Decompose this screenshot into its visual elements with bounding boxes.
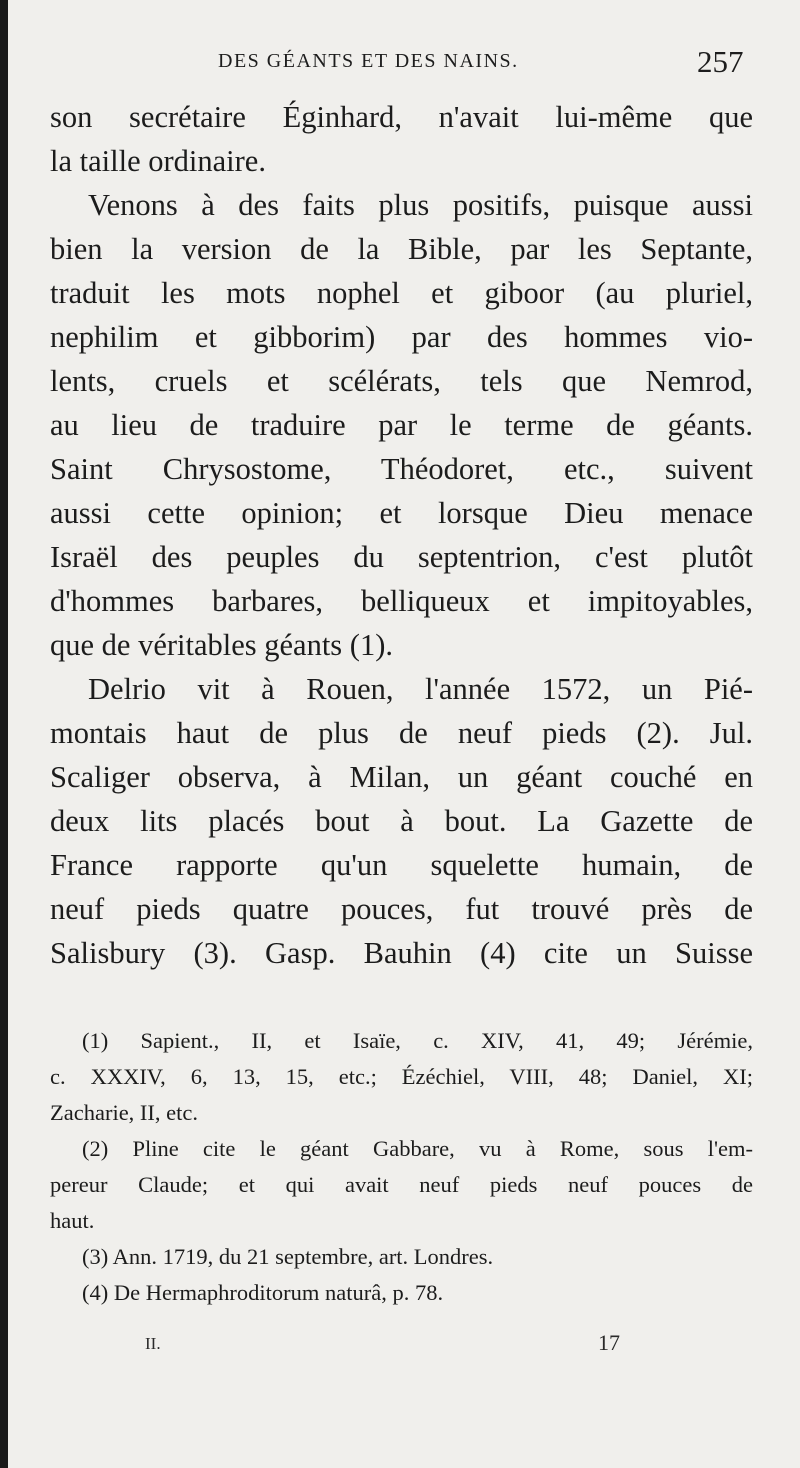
body-line: Salisbury (3). Gasp. Bauhin (4) cite un Suisse [50,936,753,970]
body-line: France rapporte qu'un squelette humain, de [50,848,753,882]
body-line: traduit les mots nophel et giboor (au pluriel, [50,276,753,310]
body-line: d'hommes barbares, belliqueux et impitoyables, [50,584,753,618]
body-text [50,95,753,975]
footnotes [50,1023,753,1311]
body-line: aussi cette opinion; et lorsque Dieu menace [50,496,753,530]
body-line: montais haut de plus de neuf pieds (2). Jul. [50,716,753,750]
volume-mark: II. [145,1334,161,1353]
body-line: au lieu de traduire par le terme de géants. [50,408,753,442]
footnote-line: Zacharie, II, etc. [50,1100,199,1125]
body-line: bien la version de la Bible, par les Septante, [50,232,753,266]
body-line: Saint Chrysostome, Théodoret, etc., suivent [50,452,753,486]
running-title: DES GÉANTS ET DES NAINS. [218,50,519,72]
footnote-line: pereur Claude; et qui avait neuf pieds neuf pouces de [50,1172,753,1197]
footnote-line: haut. [50,1208,95,1233]
signature-line [0,1330,800,1366]
page-edge-shadow [0,0,8,1468]
body-line: deux lits placés bout à bout. La Gazette de [50,804,753,838]
body-line: son secrétaire Éginhard, n'avait lui-même que [50,100,753,134]
body-line: neuf pieds quatre pouces, fut trouvé près de [50,892,753,926]
body-line: Venons à des faits plus positifs, puisque aussi [88,188,753,222]
footnote-line: (1) Sapient., II, et Isaïe, c. XIV, 41, 49; Jérémie, [82,1028,753,1053]
sheet-number: 17 [598,1330,620,1355]
footnote-line: (4) De Hermaphroditorum naturâ, p. 78. [82,1280,444,1305]
body-line: la taille ordinaire. [50,144,266,178]
body-line: Delrio vit à Rouen, l'année 1572, un Pié- [88,672,753,706]
page-number: 257 [697,44,744,79]
running-head [0,44,800,84]
body-line: Scaliger observa, à Milan, un géant couché en [50,760,753,794]
body-line: Israël des peuples du septentrion, c'est plutôt [50,540,753,574]
body-line: lents, cruels et scélérats, tels que Nemrod, [50,364,753,398]
footnote-line: (3) Ann. 1719, du 21 septembre, art. Londres. [82,1244,494,1269]
body-line: nephilim et gibborim) par des hommes vio- [50,320,753,354]
footnote-line: (2) Pline cite le géant Gabbare, vu à Rome, sous l'em- [82,1136,753,1161]
footnote-line: c. XXXIV, 6, 13, 15, etc.; Ézéchiel, VIII, 48; Daniel, XI; [50,1064,753,1089]
body-line: que de véritables géants (1). [50,628,393,662]
